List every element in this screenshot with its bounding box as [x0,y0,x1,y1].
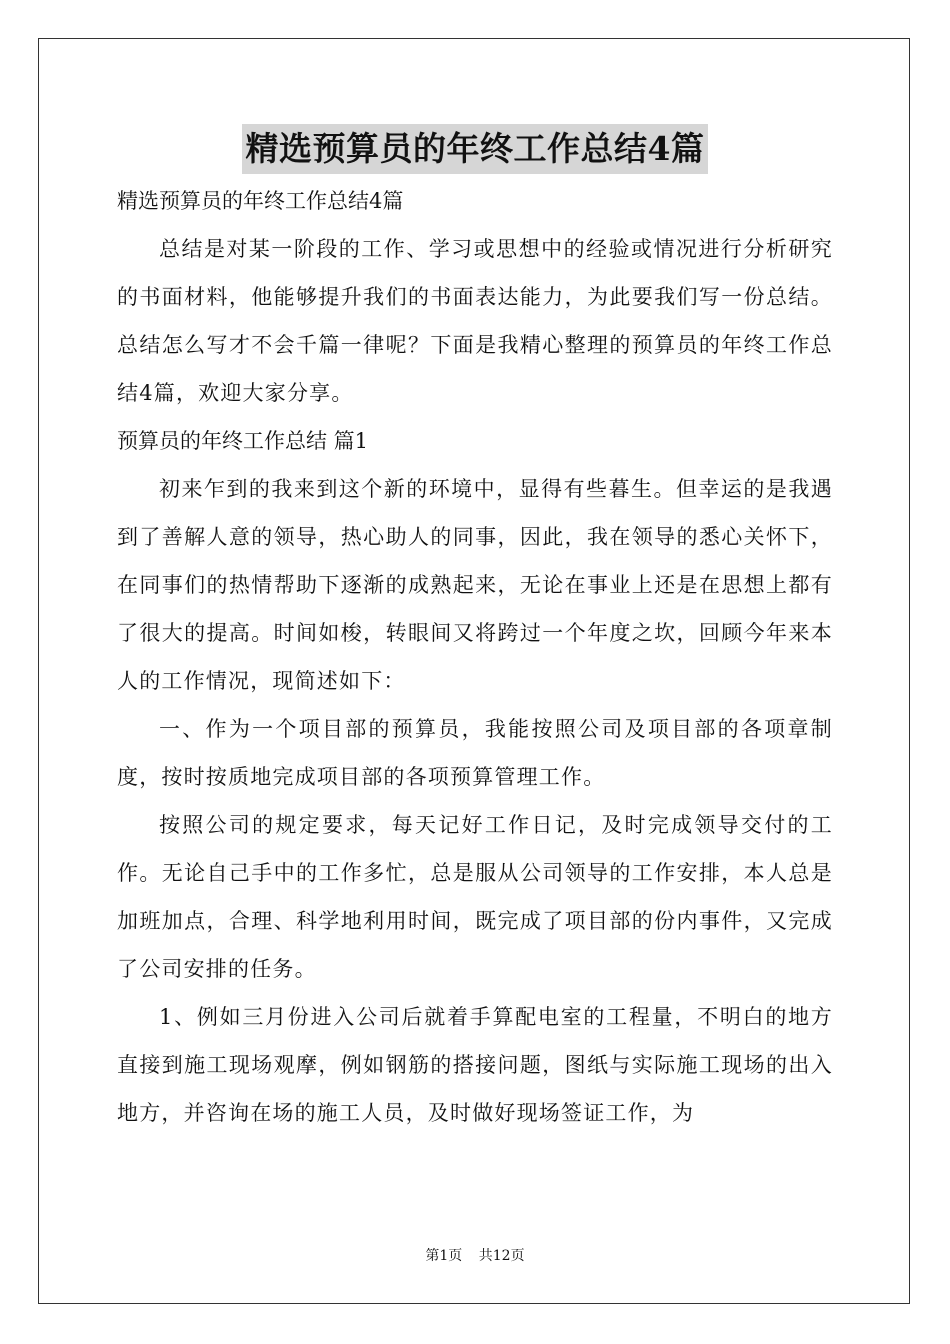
intro-paragraph: 总结是对某一阶段的工作、学习或思想中的经验或情况进行分析研究的书面材料，他能够提升我们的书面表达能力，为此要我们写一份总结。总结怎么写才不会千篇一律呢？下面是我精心整理的预算员的年终工作总结4篇，欢迎大家分享。 [117,237,833,405]
document-title: 精选预算员的年终工作总结4篇 [242,124,709,174]
body-paragraph: 按照公司的规定要求，每天记好工作日记，及时完成领导交付的工作。无论自己手中的工作多忙，总是服从公司领导的工作安排，本人总是加班加点，合理、科学地利用时间，既完成了项目部的份内事件，又完成了公司安排的任务。 [117,813,833,981]
section-heading: 预算员的年终工作总结 篇1 [117,429,369,453]
page-footer [0,1245,950,1265]
page-total: 共12页 [478,1248,525,1264]
document-subtitle: 精选预算员的年终工作总结4篇 [117,189,404,213]
document-body [117,177,833,1137]
body-paragraph: 初来乍到的我来到这个新的环境中，显得有些暮生。但幸运的是我遇到了善解人意的领导，热心助人的同事，因此，我在领导的悉心关怀下，在同事们的热情帮助下逐渐的成熟起来，无论在事业上还是在思想上都有了很大的提高。时间如梭，转眼间又将跨过一个年度之坎，回顾今年来本人的工作情况，现简述如下： [117,477,833,693]
page-number: 第1页 [425,1248,463,1264]
body-paragraph: 1、例如三月份进入公司后就着手算配电室的工程量，不明白的地方直接到施工现场观摩，例如钢筋的搭接问题，图纸与实际施工现场的出入地方，并咨询在场的施工人员，及时做好现场签证工作，为 [117,1005,833,1125]
body-paragraph: 一、作为一个项目部的预算员，我能按照公司及项目部的各项章制度，按时按质地完成项目部的各项预算管理工作。 [117,717,833,789]
title-container [0,124,950,174]
